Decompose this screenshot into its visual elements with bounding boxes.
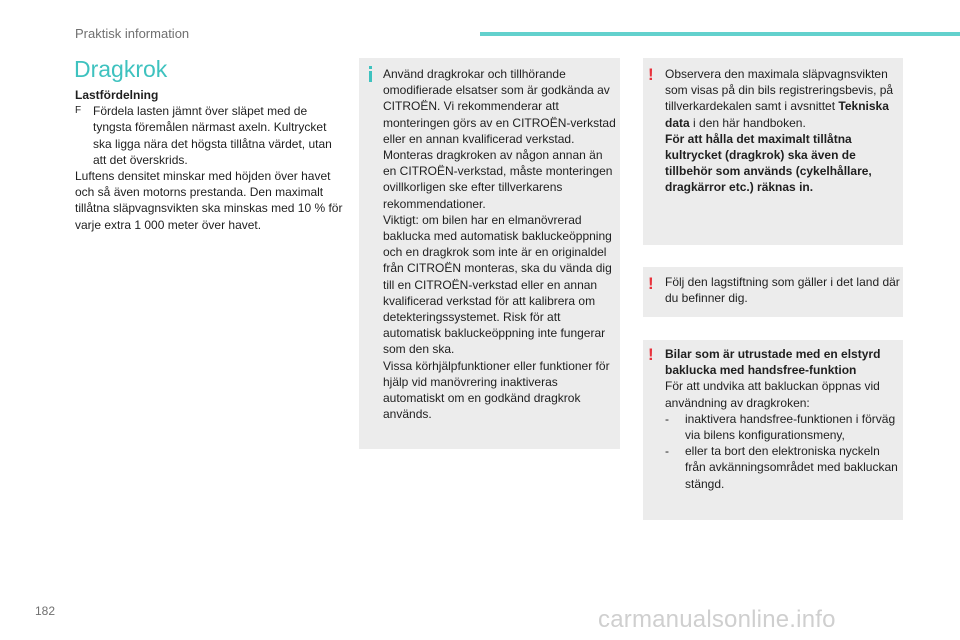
- info-paragraph: Monteras dragkroken av någon annan än en CITROËN-verkstad, måste monteringen ovillkorligen ske efter tillverkarens rekommendationer.: [383, 148, 613, 211]
- watermark: carmanualsonline.info: [598, 606, 836, 633]
- info-paragraph: Viktigt: om bilen har en elmanövrerad baklucka med automatisk bakluckeöppning och en dragkrok som inte är en originaldel från CITROËN monteras, ska du vända dig till en CITROËN-verkstad eller en annan kvalificerad verkstad för att kalibrera om detekteringssystemet. Risk för att automatisk bakluckeöppning inte fungerar som den ska.: [383, 212, 612, 357]
- bullet-icon: F: [75, 105, 82, 117]
- list-item-text: inaktivera handsfree-funktionen i förväg via bilens konfigurationsmeny,: [685, 411, 896, 443]
- warning-text-part: i den här handboken.: [689, 115, 806, 130]
- warning-text-reference: Tekniska data: [665, 99, 889, 130]
- warning-bold-text: För att hålla det maximalt tillåtna kultrycket (dragkrok) ska även de tillbehör som används (cykelhållare, dragkärror etc.) räknas in.: [665, 131, 872, 195]
- warning-text: [665, 66, 901, 131]
- header-accent-line: [480, 32, 960, 36]
- info-paragraph: Vissa körhjälpfunktioner eller funktioner för hjälp vid manövrering inaktiveras automatiskt om en godkänd dragkrok används.: [383, 358, 610, 422]
- header-section-title: Praktisk information: [75, 26, 190, 41]
- page-number: 182: [35, 604, 56, 618]
- bullet-text: Fördela lasten jämnt över släpet med de tyngsta föremålen närmast axeln. Kultrycket ska ligga nära det högsta tillåtna värdet, utan att det överskrids.: [93, 104, 332, 167]
- info-icon: [369, 71, 372, 82]
- section-heading: Lastfördelning: [75, 88, 159, 102]
- dash-marker: -: [665, 411, 669, 426]
- warning-icon: !: [648, 274, 654, 293]
- warning-box-handsfree-tailgate: [643, 340, 903, 520]
- list-item: [665, 443, 901, 492]
- warning-box-max-weight: [643, 58, 903, 245]
- warning-text: Följ den lagstiftning som gäller i det land där du befinner dig.: [665, 275, 900, 306]
- page-title: Dragkrok: [74, 56, 168, 82]
- warning-icon: !: [648, 345, 654, 364]
- warning-text-part: Observera den maximala släpvagnsvikten som visas på din bils registreringsbevis, på tillverkardekalen samt i avsnittet: [665, 67, 894, 114]
- dash-marker: -: [665, 444, 669, 459]
- bullet-item: [75, 103, 343, 168]
- info-paragraph: Använd dragkrokar och tillhörande omodifierade elsatser som är godkända av CITROËN. Vi rekommenderar att monteringen görs av en CITROËN-verkstad eller en annan kvalificerad verkstad.: [383, 67, 616, 146]
- list-item-text: eller ta bort den elektroniska nyckeln från avkänningsområdet med bakluckan stängd.: [685, 444, 898, 491]
- column-load-distribution: [75, 87, 343, 233]
- warning-icon: !: [648, 65, 654, 84]
- altitude-paragraph: Luftens densitet minskar med höjden över havet och så även motorns prestanda. Den maximalt tillåtna släpvagnsvikten ska minskas med 10 % för varje extra 1 000 meter över havet.: [75, 169, 343, 232]
- info-box: [359, 58, 620, 449]
- warning-box-legislation: [643, 267, 903, 317]
- warning-intro: För att undvika att bakluckan öppnas vid användning av dragkroken:: [665, 379, 880, 410]
- list-item: [665, 411, 901, 443]
- warning-heading: Bilar som är utrustade med en elstyrd baklucka med handsfree-funktion: [665, 347, 881, 378]
